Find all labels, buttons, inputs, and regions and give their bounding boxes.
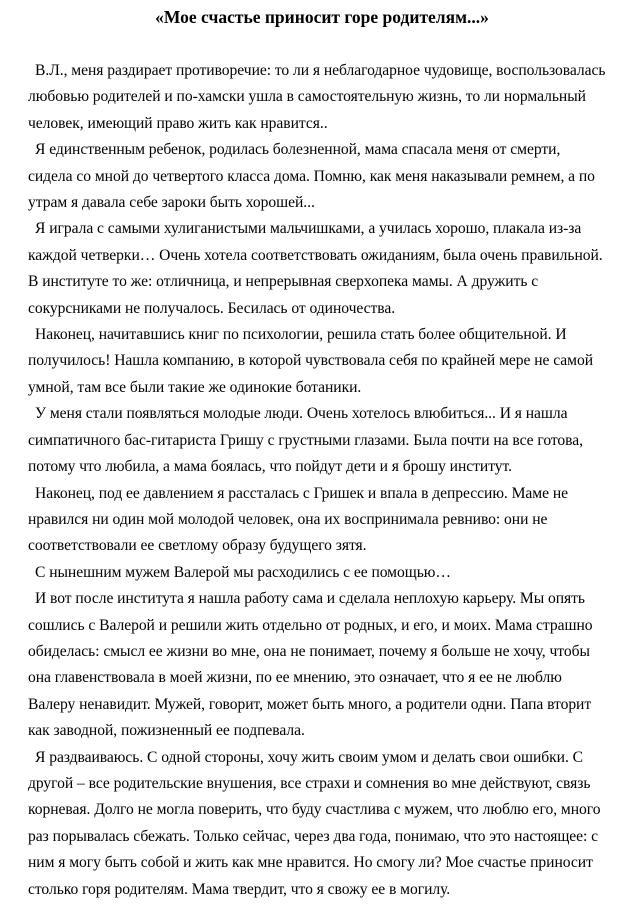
paragraph: У меня стали появляться молодые люди. Очень хотелось влюбиться... И я нашла симпатичного бас-гитариста Гришу с грустными глазами. Была почти на все готова, потому что любила, а мама боялась, что пойдут дети и я брошу институт. <box>28 405 583 476</box>
paragraph: Я играла с самыми хулиганистыми мальчишками, а училась хорошо, плакала из-за каждой четверки… Очень хотела соответствовать ожиданиям, была очень правильной. В институте то же: отличница, и непрерывная сверхопека мамы. А дружить с сокурсниками не получалось. Бесилась от одиночества. <box>28 220 603 317</box>
paragraph: Наконец, начитавшись книг по психологии, решила стать более общительной. И получилось! Нашла компанию, в которой чувствовала себя по крайней мере не самой умной, там все были такие же одинокие ботаники. <box>28 326 594 396</box>
paragraph: Я раздваиваюсь. С одной стороны, хочу жить своим умом и делать свои ошибки. С другой – все родительские внушения, все страхи и сомнения во мне действуют, связь корневая. Долго не могла поверить, что буду счастлива с мужем, что люблю его, много раз порывалась сбежать. Только сейчас, через два года, понимаю, что это настоящее: с ним я могу быть собой и жить как мне нравится. Но смогу ли? Мое счастье приносит столько горя родителям. Мама твердит, что я свожу ее в могилу. <box>28 748 601 898</box>
document-body <box>28 58 608 903</box>
paragraph: С нынешним мужем Валерой мы расходились с ее помощью… <box>35 563 451 581</box>
paragraph: Наконец, под ее давлением я рассталась с Гришек и впала в депрессию. Маме не нравился ни один мой молодой человек, она их воспринимала ревниво: они не соответствовали ее светлому образу будущего зятя. <box>28 484 569 555</box>
paragraph: И вот после института я нашла работу сама и сделала неплохую карьеру. Мы опять сошлись с Валерой и решили жить отдельно от родных, и его, и моих. Мама страшно обиделась: смысл ее жизни во мне, она не понимает, почему я больше не хочу, чтобы она главенствовала в моей жизни, по ее мнению, это означает, что я ее не люблю Валеру ненавидит. Мужей, говорит, может быть много, а родители одни. Папа вторит как заводной, пожизненный ее подпевала. <box>28 590 593 740</box>
paragraph: В.Л., меня раздирает противоречие: то ли я неблагодарное чудовище, воспользовалась любовью родителей и по-хамски ушла в самостоятельную жизнь, то ли нормальный человек, имеющий право жить как нравится.. <box>28 62 606 132</box>
document-title: «Мое счастье приносит горе родителям...» <box>155 7 489 27</box>
paragraph: Я единственным ребенок, родилась болезненной, мама спасала меня от смерти, сидела со мной до четвертого класса дома. Помню, как меня наказывали ремнем, а по утрам я давала себе зароки быть хорошей... <box>28 141 595 212</box>
